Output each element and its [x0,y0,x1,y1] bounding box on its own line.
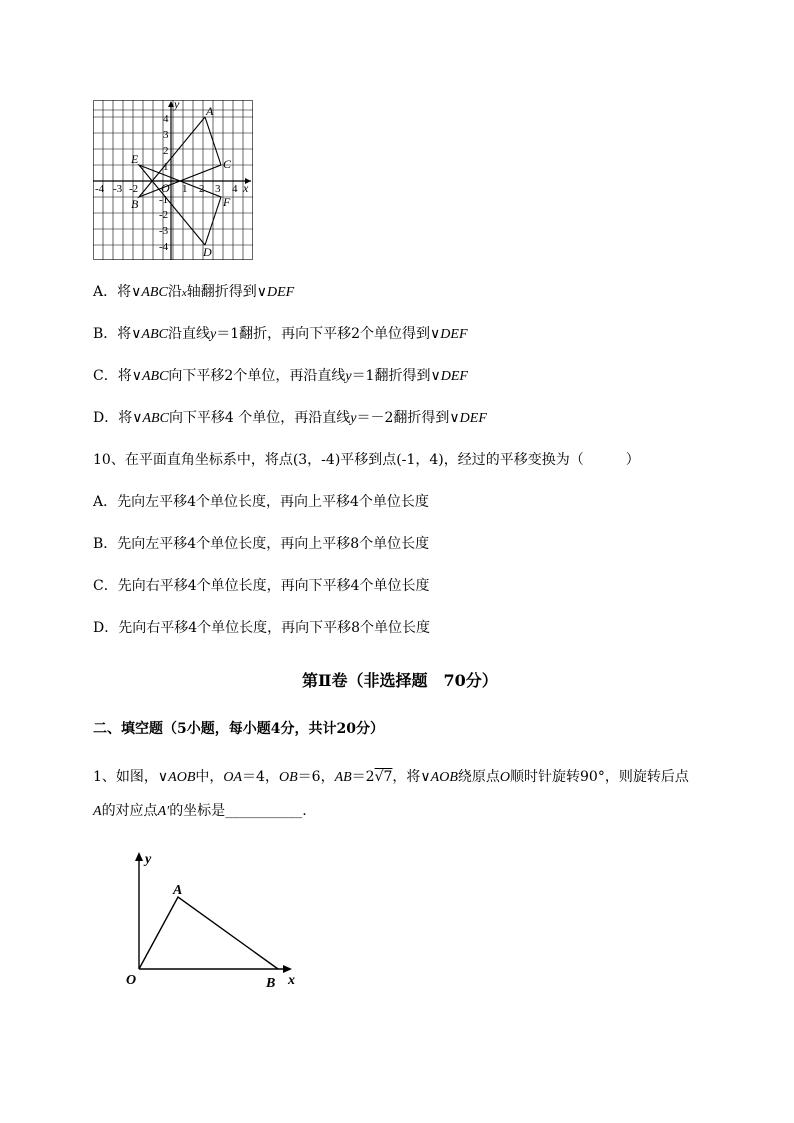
variable-y: y [210,327,217,342]
answer-blank[interactable]: ___________ [225,803,303,819]
triangle-def [139,165,221,245]
option-text: 沿直线 [168,326,210,342]
q9-option-a [93,283,294,302]
x-tick-1: 1 [182,183,188,195]
coordinate-grid-figure [93,100,253,262]
origin-label: O [161,181,170,195]
option-text: ＝1翻折，再向下平移2个单位得到∨ [216,326,441,342]
triangle-name: ABC [142,411,169,426]
sqrt-seven: √7 [374,769,393,785]
y-axis-label: y [174,100,180,111]
part-title: 二、填空题（5小题，每小题4分，共计20分） [93,721,384,737]
question-text: 1、如图，∨ [93,769,169,785]
fill-question-1-line1: 1、如图，∨AOB中，OA＝4，OB＝6，AB＝2√7，将∨AOB绕原点O顺时针旋转90°，则旋转后点 [93,769,689,785]
x-axis-arrow [283,965,292,973]
triangle-name: ABC [141,369,169,384]
option-text: 向下平移4 个单位，再沿直线 [168,410,351,426]
x-tick-4: 4 [232,183,238,195]
fill-question-1-line2 [93,802,307,821]
axes [93,102,251,260]
y-tick-neg4: -4 [159,241,169,253]
variable-y: y [345,369,352,384]
triangle-name: ABC [141,285,168,300]
q10-option-a: A．先向左平移4个单位长度，再向上平移4个单位长度 [93,494,429,510]
y-tick-4: 4 [163,113,169,125]
question-text: 中， [195,769,224,785]
triangle-name: AOB [168,770,196,785]
y-tick-neg3: -3 [159,225,169,237]
question-text: 绕原点 [457,769,500,785]
point-a-prime: A′ [157,804,170,819]
x-tick-neg2: -2 [129,183,139,195]
question-text: 的坐标是 [169,803,226,819]
triangle-name: ABC [141,327,168,342]
value-text: ＝6 [297,769,321,785]
q10-option-c: C．先向右平移4个单位长度，再向下平移4个单位长度 [93,578,430,594]
option-prefix: D．将∨ [93,410,143,426]
point-b-label: B [131,197,139,211]
q9-option-d [93,409,487,428]
triangle-aob-figure [118,848,308,993]
point-a-label: A [173,883,183,898]
value-text: ＝2 [351,769,375,785]
x-tick-neg4: -4 [95,183,105,195]
point-a: A [93,804,102,819]
x-tick-2: 2 [199,183,205,195]
triangle-name: DEF [459,411,487,426]
triangle-name: AOB [430,770,458,785]
grid-lines [93,100,253,260]
y-axis-arrow [135,852,143,861]
y-tick-neg2: -2 [159,209,169,221]
option-text: 沿 [167,284,182,300]
x-axis-label: x [288,973,295,988]
q10-option-d: D．先向右平移4个单位长度，再向下平移8个单位长度 [93,620,431,636]
option-prefix: C．将∨ [93,368,142,384]
y-tick-neg1: -1 [159,194,169,206]
question-text: ，将∨ [392,769,431,785]
axes [139,856,288,969]
option-prefix: A．将∨ [93,284,142,300]
q9-option-b [93,325,468,344]
segment-ob: OB [278,770,298,785]
x-axis-label: x [243,181,249,195]
y-axis-label: y [145,852,152,867]
option-prefix: B．将∨ [93,326,142,342]
value-text: ＝4 [242,769,265,785]
variable-x: x [181,287,187,299]
q10-option-b: B．先向左平移4个单位长度，再向上平移8个单位长度 [93,536,430,552]
point-b-label: B [266,976,276,991]
point-d-label: D [203,245,212,259]
y-tick-1: 1 [163,161,169,173]
triangle-aob [139,897,278,969]
period: . [302,803,307,819]
x-tick-3: 3 [215,183,221,195]
y-tick-2: 2 [163,145,169,157]
origin-label: O [126,973,137,988]
question-text: 的对应点 [101,803,158,819]
variable-y: y [350,411,357,426]
point-o: O [499,770,511,785]
segment-ab: AB [334,770,352,785]
q10-stem: 10、在平面直角坐标系中，将点(3，-4)平移到点(-1，4)，经过的平移变换为（ ） [93,452,640,468]
segment-oa: OA [223,770,243,785]
triangle-name: DEF [440,327,468,342]
triangle-name: DEF [266,285,295,300]
triangle-abc [139,117,221,197]
option-text: 向下平移2个单位，再沿直线 [168,368,346,384]
point-a-label: A [206,104,214,118]
point-c-label: C [223,157,232,171]
option-text: ＝1翻折得到∨ [351,368,441,384]
option-text: ＝－2翻折得到∨ [356,410,460,426]
triangle-name: DEF [440,369,468,384]
q9-option-c [93,367,468,386]
option-text: 轴翻折得到∨ [186,284,267,300]
y-tick-3: 3 [163,129,169,141]
x-tick-neg3: -3 [113,183,123,195]
section-title: 第Ⅱ卷（非选择题 70分） [302,671,498,690]
point-f-label: F [223,195,231,209]
question-text: 顺时针旋转90°，则旋转后点 [510,769,689,785]
point-e-label: E [131,152,139,166]
